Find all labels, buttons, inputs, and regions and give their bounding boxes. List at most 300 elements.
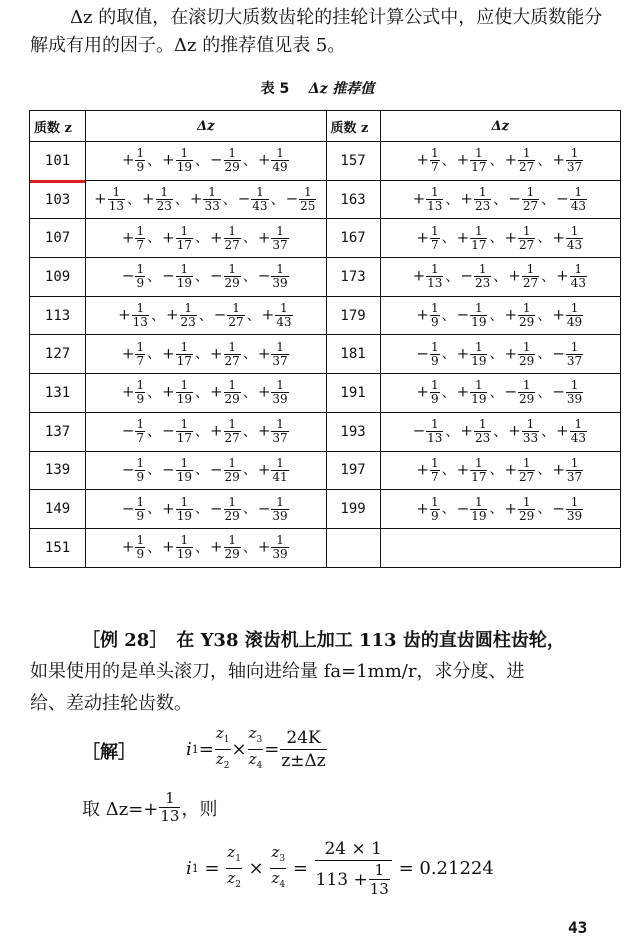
fraction-numerator: 1 [574,262,583,277]
fraction-sign: + [209,421,223,440]
fraction-sign: + [257,344,271,363]
fraction-numerator: 1 [136,378,145,393]
fraction-sign: − [456,305,470,324]
fraction [135,263,145,290]
fraction-numerator: 1 [303,185,312,200]
separator: 、 [441,501,456,518]
delta-z-cell [86,528,326,567]
fraction-denominator: 37 [272,431,288,446]
fraction-numerator: 1 [180,378,189,393]
delta-z-cell [86,219,326,258]
separator: 、 [445,268,460,285]
delta-z-cell [380,180,620,219]
separator: 、 [242,462,257,479]
fraction-denominator: 9 [136,392,145,407]
fraction-denominator: 19 [176,160,192,175]
separator: 、 [147,152,162,169]
prime-z-cell: 193 [326,412,380,451]
separator: 、 [537,152,552,169]
take-delta-z-line [82,790,217,825]
prime-z-cell: 101 [30,142,86,181]
fraction-numerator: 1 [430,339,439,354]
fraction [566,147,583,174]
fraction-numerator: 1 [574,185,583,200]
fraction [566,302,583,329]
fraction-denominator: 23 [475,431,491,446]
fraction-sign: − [285,189,299,208]
fraction-sign: + [257,460,271,479]
fraction-sign: + [416,460,429,479]
fraction-sign: − [552,344,565,363]
fraction [426,263,443,290]
fraction-numerator: 1 [526,185,535,200]
separator: 、 [194,152,209,169]
delta-z-cell [86,180,326,219]
fraction [176,457,193,484]
fraction-denominator: 19 [176,469,192,484]
fraction-numerator: 1 [478,262,487,277]
fraction-numerator: 1 [136,417,145,432]
fraction-numerator: 1 [522,339,531,354]
fraction-numerator: 1 [180,146,189,161]
fraction-sign: − [162,460,175,479]
prime-z-cell: 181 [326,335,380,374]
fraction-sign: + [504,228,518,247]
fraction-sign: − [121,499,135,518]
delta-z-cell [86,490,326,529]
fraction-numerator: 1 [280,301,288,316]
fraction-denominator: 41 [272,469,288,484]
fraction-sign: + [416,150,429,169]
fraction-numerator: 1 [570,223,579,238]
fraction [518,225,535,252]
fraction-sign: + [508,421,521,440]
fraction-denominator: 19 [176,276,192,291]
equation-gear-ratio: i 1 = $\frac{z_1}{z_2}$ × $\frac{z_3}{z_4}$ = $\frac{24K}{z\pm\Delta z}$ [186,724,328,775]
fraction-numerator: 1 [430,417,439,432]
fraction [271,496,288,523]
delta-z-cell [380,219,620,258]
fraction [135,225,145,252]
fraction [470,341,487,368]
fraction-numerator: 1 [478,185,487,200]
fraction-numerator: 1 [180,223,189,238]
fraction-numerator: 1 [276,339,284,354]
separator: 、 [194,346,209,363]
separator: 、 [441,462,456,479]
fraction [176,263,193,290]
table-row [30,451,621,490]
fraction [426,186,443,213]
fraction-numerator: 1 [570,378,579,393]
fraction-sign: + [460,421,473,440]
fraction-denominator: 43 [566,237,583,252]
fraction-sign: − [257,499,271,518]
prime-z-cell: 167 [326,219,380,258]
fraction-numerator: 1 [430,146,439,161]
fraction-numerator: 1 [136,262,145,277]
fraction-sign: + [189,189,203,208]
separator: 、 [489,384,504,401]
prime-z-cell: 163 [326,180,380,219]
fraction-numerator: 1 [180,494,189,509]
take-den: 13 [160,807,180,825]
fraction [430,496,440,523]
fraction-denominator: 17 [471,160,487,175]
fraction [251,186,268,213]
fraction-numerator: 1 [570,146,579,161]
red-underline-annotation [30,180,85,183]
fraction-numerator: 1 [208,185,216,200]
fraction [132,302,149,329]
fraction [135,496,145,523]
delta-z-cell [380,258,620,297]
fraction-numerator: 1 [160,185,169,200]
fraction-sign: + [142,189,155,208]
fraction-sign: − [121,421,135,440]
fraction [430,147,440,174]
fraction-sign: − [213,305,227,324]
separator: 、 [493,268,508,285]
fraction [227,302,244,329]
fraction-denominator: 9 [136,508,145,523]
separator: 、 [194,384,209,401]
fraction-denominator: 37 [566,353,583,368]
fraction-denominator: 9 [430,392,439,407]
fraction [518,379,535,406]
fraction-sign: + [504,460,518,479]
fraction-numerator: 1 [180,339,189,354]
fraction-denominator: 29 [224,276,240,291]
fraction-numerator: 1 [136,339,145,354]
fraction [518,341,535,368]
separator: 、 [537,346,552,363]
fraction [474,263,491,290]
fraction [135,379,145,406]
separator: 、 [147,462,162,479]
separator: 、 [489,230,504,247]
fraction-sign: + [416,382,429,401]
separator: 、 [242,539,257,556]
fraction-sign: − [209,499,223,518]
fraction-sign: + [552,305,565,324]
fraction-numerator: 1 [276,417,284,432]
table-body [30,142,621,568]
fraction-denominator: 19 [471,353,487,368]
fraction-denominator: 7 [136,431,145,446]
fraction-sign: + [94,189,107,208]
fraction-denominator: 19 [176,392,192,407]
fraction-numerator: 1 [478,417,487,432]
fraction [271,225,288,252]
table-row [30,258,621,297]
fraction-denominator: 25 [300,199,316,214]
fraction-sign: − [416,344,429,363]
prime-z-cell [326,528,380,567]
fraction [470,225,487,252]
fraction-numerator: 1 [475,146,483,161]
table-row [30,412,621,451]
table-row [30,528,621,567]
separator: 、 [541,191,556,208]
fraction-numerator: 1 [136,223,145,238]
prime-z-cell: 149 [30,490,86,529]
fraction-denominator: 39 [566,392,583,407]
delta-z-cell [380,335,620,374]
separator: 、 [150,307,165,324]
fraction-sign: + [209,344,223,363]
fraction [566,379,583,406]
fraction-denominator: 33 [204,199,220,214]
fraction [135,341,145,368]
fraction [518,302,535,329]
fraction-denominator: 9 [136,276,145,291]
separator: 、 [489,462,504,479]
fraction [474,186,491,213]
eq1-denominator: z±Δz [281,751,326,771]
fraction-denominator: 27 [519,469,535,484]
separator: 、 [242,152,257,169]
separator: 、 [537,384,552,401]
fraction-numerator: 1 [276,146,284,161]
fraction [224,496,241,523]
fraction-sign: + [456,460,470,479]
separator: 、 [537,230,552,247]
fraction-numerator: 1 [136,533,145,548]
fraction-sign: − [504,382,518,401]
fraction [224,534,241,561]
separator: 、 [222,191,237,208]
fraction-numerator: 1 [430,301,439,316]
prime-z-cell: 109 [30,258,86,297]
fraction-denominator: 17 [176,353,192,368]
fraction-denominator: 9 [136,547,145,562]
fraction [156,186,173,213]
separator: 、 [445,423,460,440]
fraction-sign: + [162,499,175,518]
separator: 、 [242,501,257,518]
fraction [518,496,535,523]
prime-z-cell: 157 [326,142,380,181]
fraction-numerator: 1 [136,455,145,470]
fraction-numerator: 1 [526,417,535,432]
separator: 、 [489,307,504,324]
fraction-sign: + [257,150,271,169]
fraction-sign: + [552,150,565,169]
fraction-sign: − [552,382,565,401]
fraction-sign: + [162,344,175,363]
fraction-denominator: 7 [430,160,439,175]
fraction-denominator: 27 [519,237,535,252]
fraction-denominator: 27 [228,315,244,330]
fraction-numerator: 1 [522,455,531,470]
fraction-numerator: 1 [475,301,483,316]
separator: 、 [194,539,209,556]
separator: 、 [147,423,162,440]
fraction-denominator: 39 [272,392,288,407]
fraction-denominator: 19 [471,508,487,523]
fraction-denominator: 39 [272,508,288,523]
fraction [203,186,220,213]
fraction-numerator: 1 [184,301,192,316]
fraction [470,496,487,523]
fraction-sign: + [552,228,565,247]
delta-z-cell [86,412,326,451]
fraction [135,147,145,174]
fraction-sign: + [121,344,135,363]
fraction [224,418,241,445]
page-number: 43 [568,918,588,937]
fraction [430,225,440,252]
fraction-denominator: 17 [176,237,192,252]
fraction-denominator: 29 [224,392,240,407]
fraction-denominator: 49 [566,315,583,330]
fraction-denominator: 29 [224,469,240,484]
delta-z-cell [86,258,326,297]
fraction [570,418,587,445]
fraction-denominator: 43 [570,431,586,446]
equation-result: i 1 = $\frac{z_1}{z_2}$ × $\frac{z_3}{z_4}$ = 24 × 1 113 + $\frac{1}{13}$ = 0.21224 [186,839,494,898]
fraction-numerator: 1 [570,301,579,316]
prime-z-cell: 197 [326,451,380,490]
fraction [176,534,193,561]
fraction-numerator: 1 [276,223,284,238]
separator: 、 [246,307,261,324]
fraction-sign: + [456,382,470,401]
fraction-denominator: 29 [224,160,240,175]
separator: 、 [537,501,552,518]
fraction [566,457,583,484]
fraction [566,225,583,252]
fraction-sign: + [552,460,565,479]
fraction-denominator: 23 [180,315,196,330]
fraction-denominator: 7 [430,469,439,484]
example-line-3: 给、差动挂轮齿数。 [30,693,192,714]
delta-z-cell [86,296,326,335]
fraction [522,186,539,213]
fraction-denominator: 13 [108,199,124,214]
fraction [430,341,440,368]
fraction [108,186,125,213]
take-suffix: ，则 [181,798,218,820]
fraction-denominator: 13 [132,315,148,330]
fraction-denominator: 19 [471,315,487,330]
fraction-denominator: 7 [430,237,439,252]
delta-z-cell [380,490,620,529]
fraction-denominator: 17 [176,431,192,446]
fraction-denominator: 13 [427,199,443,214]
fraction [430,457,440,484]
fraction [135,534,145,561]
solution-label: ［解］ [82,742,136,763]
fraction-numerator: 1 [136,146,145,161]
fraction-denominator: 27 [224,237,240,252]
separator: 、 [242,346,257,363]
prime-z-cell: 151 [30,528,86,567]
fraction-sign: − [162,266,175,285]
fraction [522,418,539,445]
table-row [30,219,621,258]
delta-z-cell [86,142,326,181]
fraction-denominator: 39 [272,276,288,291]
prime-z-cell: 179 [326,296,380,335]
fraction-sign: + [416,228,429,247]
fraction-sign: − [162,421,175,440]
fraction-sign: − [209,266,223,285]
separator: 、 [537,307,552,324]
fraction-numerator: 1 [430,185,439,200]
fraction-numerator: 1 [475,455,483,470]
fraction-denominator: 23 [156,199,172,214]
fraction-sign: − [412,421,426,440]
prime-z-cell: 113 [30,296,86,335]
header-delta-z-2-text: Δz [491,118,510,134]
fraction-sign: − [508,189,521,208]
fraction [176,341,193,368]
table-row [30,374,621,413]
fraction-numerator: 1 [570,494,579,509]
fraction-numerator: 1 [526,262,535,277]
separator: 、 [194,423,209,440]
fraction-numerator: 1 [522,494,531,509]
fraction-numerator: 1 [228,223,236,238]
fraction-sign: − [456,499,470,518]
fraction-sign: + [556,266,569,285]
table-caption-label: 表 5 [260,81,290,97]
fraction-numerator: 1 [180,417,189,432]
fraction-denominator: 23 [475,199,491,214]
fraction-numerator: 1 [228,533,236,548]
fraction-numerator: 1 [475,339,483,354]
separator: 、 [242,230,257,247]
separator: 、 [270,191,285,208]
fraction-sign: + [456,150,470,169]
fraction [522,263,539,290]
fraction [430,302,440,329]
fraction-sign: + [504,344,518,363]
fraction-numerator: 1 [228,417,236,432]
fraction [271,534,288,561]
delta-z-table [29,110,621,568]
eq2-result: 0.21224 [419,857,494,879]
separator: 、 [242,423,257,440]
fraction-numerator: 1 [430,455,439,470]
fraction-numerator: 1 [475,494,483,509]
fraction-denominator: 27 [522,199,539,214]
take-prefix: 取 Δz=+ [82,798,159,820]
delta-z-cell [380,374,620,413]
fraction-numerator: 1 [136,494,145,509]
separator: 、 [194,268,209,285]
fraction [566,496,583,523]
eq2-numerator: 24 × 1 [324,839,382,859]
fraction [470,147,487,174]
delta-z-cell [86,451,326,490]
fraction-denominator: 29 [519,353,535,368]
separator: 、 [489,152,504,169]
fraction-denominator: 27 [224,353,240,368]
fraction-sign: + [209,537,223,556]
fraction-denominator: 39 [566,508,583,523]
fraction-denominator: 19 [176,508,192,523]
fraction-numerator: 1 [276,262,284,277]
eq2-inner-num: 1 [374,861,385,879]
fraction-sign: + [257,228,271,247]
table-row [30,490,621,529]
fraction-denominator: 17 [471,469,487,484]
fraction-numerator: 1 [574,417,583,432]
prime-z-cell: 127 [30,335,86,374]
